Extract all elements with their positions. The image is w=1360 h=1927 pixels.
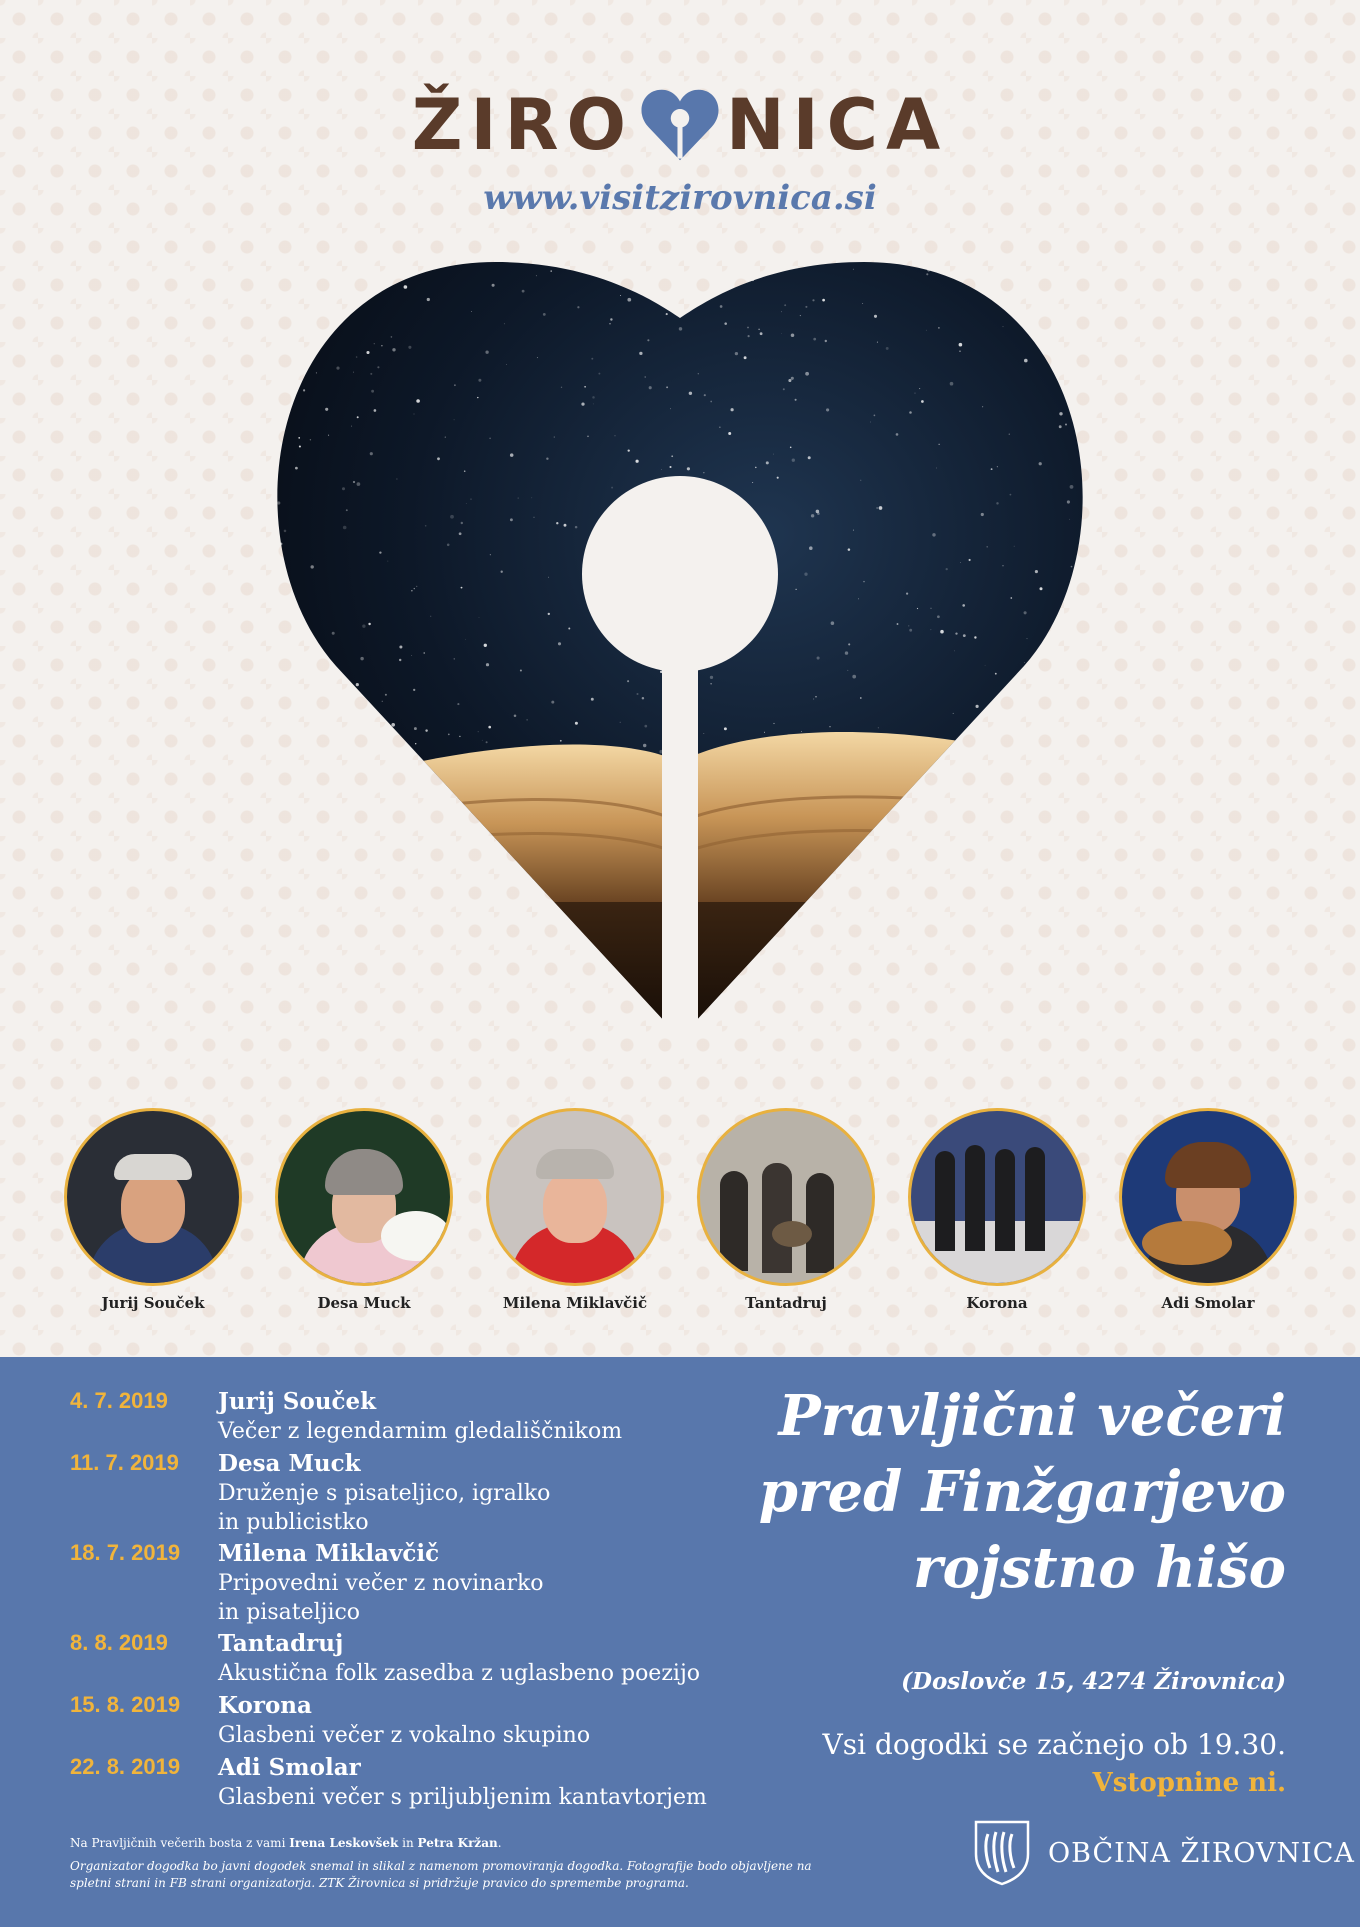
avatar: [486, 1108, 664, 1286]
event-description: Glasbeni večer z vokalno skupino: [218, 1723, 591, 1748]
event-title: Tantadruj: [218, 1630, 344, 1657]
zirovnica-logo: [0, 72, 1360, 173]
guest-jurij-soucek: [58, 1108, 248, 1312]
headline-line: Pravljični večeri: [778, 1383, 1286, 1449]
venue-address: (Doslovče 15, 4274 Žirovnica): [901, 1668, 1286, 1695]
avatar: [275, 1108, 453, 1286]
event-title: Milena Miklavčič: [218, 1540, 440, 1567]
hosts-note: Na Pravljičnih večerih bosta z vami Irena Leskovšek in Petra Kržan.: [70, 1836, 502, 1850]
event-date: 8. 8. 2019: [70, 1630, 168, 1655]
guest-name: Adi Smolar: [1161, 1294, 1255, 1312]
event-date: 4. 7. 2019: [70, 1388, 168, 1413]
guest-name: Milena Miklavčič: [502, 1294, 648, 1312]
municipality-crest-icon: [972, 1818, 1032, 1886]
event-date: 11. 7. 2019: [70, 1450, 179, 1475]
event-title: Adi Smolar: [218, 1754, 361, 1781]
event-date: 22. 8. 2019: [70, 1754, 181, 1779]
guest-name: Jurij Souček: [101, 1294, 205, 1312]
avatar: [697, 1108, 875, 1286]
event-series-headline: [666, 1378, 1286, 1606]
event-description: Akustična folk zasedba z uglasbeno poezijo: [218, 1661, 701, 1686]
event-title: Jurij Souček: [218, 1388, 377, 1415]
website-link[interactable]: www.visitzirovnica.si: [483, 178, 877, 218]
host-name: Petra Kržan: [417, 1836, 498, 1850]
event-title: Korona: [218, 1692, 312, 1719]
guest-name: Korona: [966, 1294, 1028, 1312]
municipality-logo-text: OBČINA ŽIROVNICA: [1048, 1838, 1355, 1869]
event-title: Desa Muck: [218, 1450, 361, 1477]
event-description: Večer z legendarnim gledališčnikom: [218, 1419, 623, 1444]
guest-korona: [902, 1108, 1092, 1312]
guest-tantadruj: [691, 1108, 881, 1312]
avatar: [908, 1108, 1086, 1286]
disclaimer-note: Organizator dogodka bo javni dogodek snemal in slikal z namenom promoviranja dogodka. Fotografije bodo objavljene na spletni strani in FB strani organizatorja. ZTK Žirovnica si pridržuje pravico do spremembe programa.: [70, 1859, 812, 1890]
heart-book-image: [256, 262, 1104, 1038]
event-date: 18. 7. 2019: [70, 1540, 181, 1565]
guest-desa-muck: [269, 1108, 459, 1312]
logo-text-right: NICA: [726, 83, 949, 166]
headline-line: pred Finžgarjevo: [758, 1459, 1286, 1525]
headline-line: rojstno hišo: [913, 1535, 1286, 1601]
heart-keyhole-icon: [638, 83, 722, 167]
guest-name: Tantadruj: [745, 1294, 827, 1312]
free-entry-note: Vstopnine ni.: [1092, 1768, 1286, 1798]
guest-name: Desa Muck: [317, 1294, 411, 1312]
event-description: Glasbeni večer s priljubljenim kantavtorjem: [218, 1785, 707, 1810]
guest-milena-miklavcic: [480, 1108, 670, 1312]
event-description: Pripovedni večer z novinarko in pisateljico: [218, 1571, 544, 1625]
event-description: Druženje s pisateljico, igralko in publicistko: [218, 1481, 551, 1535]
avatar: [64, 1108, 242, 1286]
event-date: 15. 8. 2019: [70, 1692, 181, 1717]
host-name: Irena Leskovšek: [289, 1836, 399, 1850]
start-time-note: Vsi dogodki se začnejo ob 19.30.: [822, 1728, 1286, 1761]
logo-text-left: ŽIRO: [411, 83, 635, 166]
guest-adi-smolar: [1113, 1108, 1303, 1312]
avatar: [1119, 1108, 1297, 1286]
